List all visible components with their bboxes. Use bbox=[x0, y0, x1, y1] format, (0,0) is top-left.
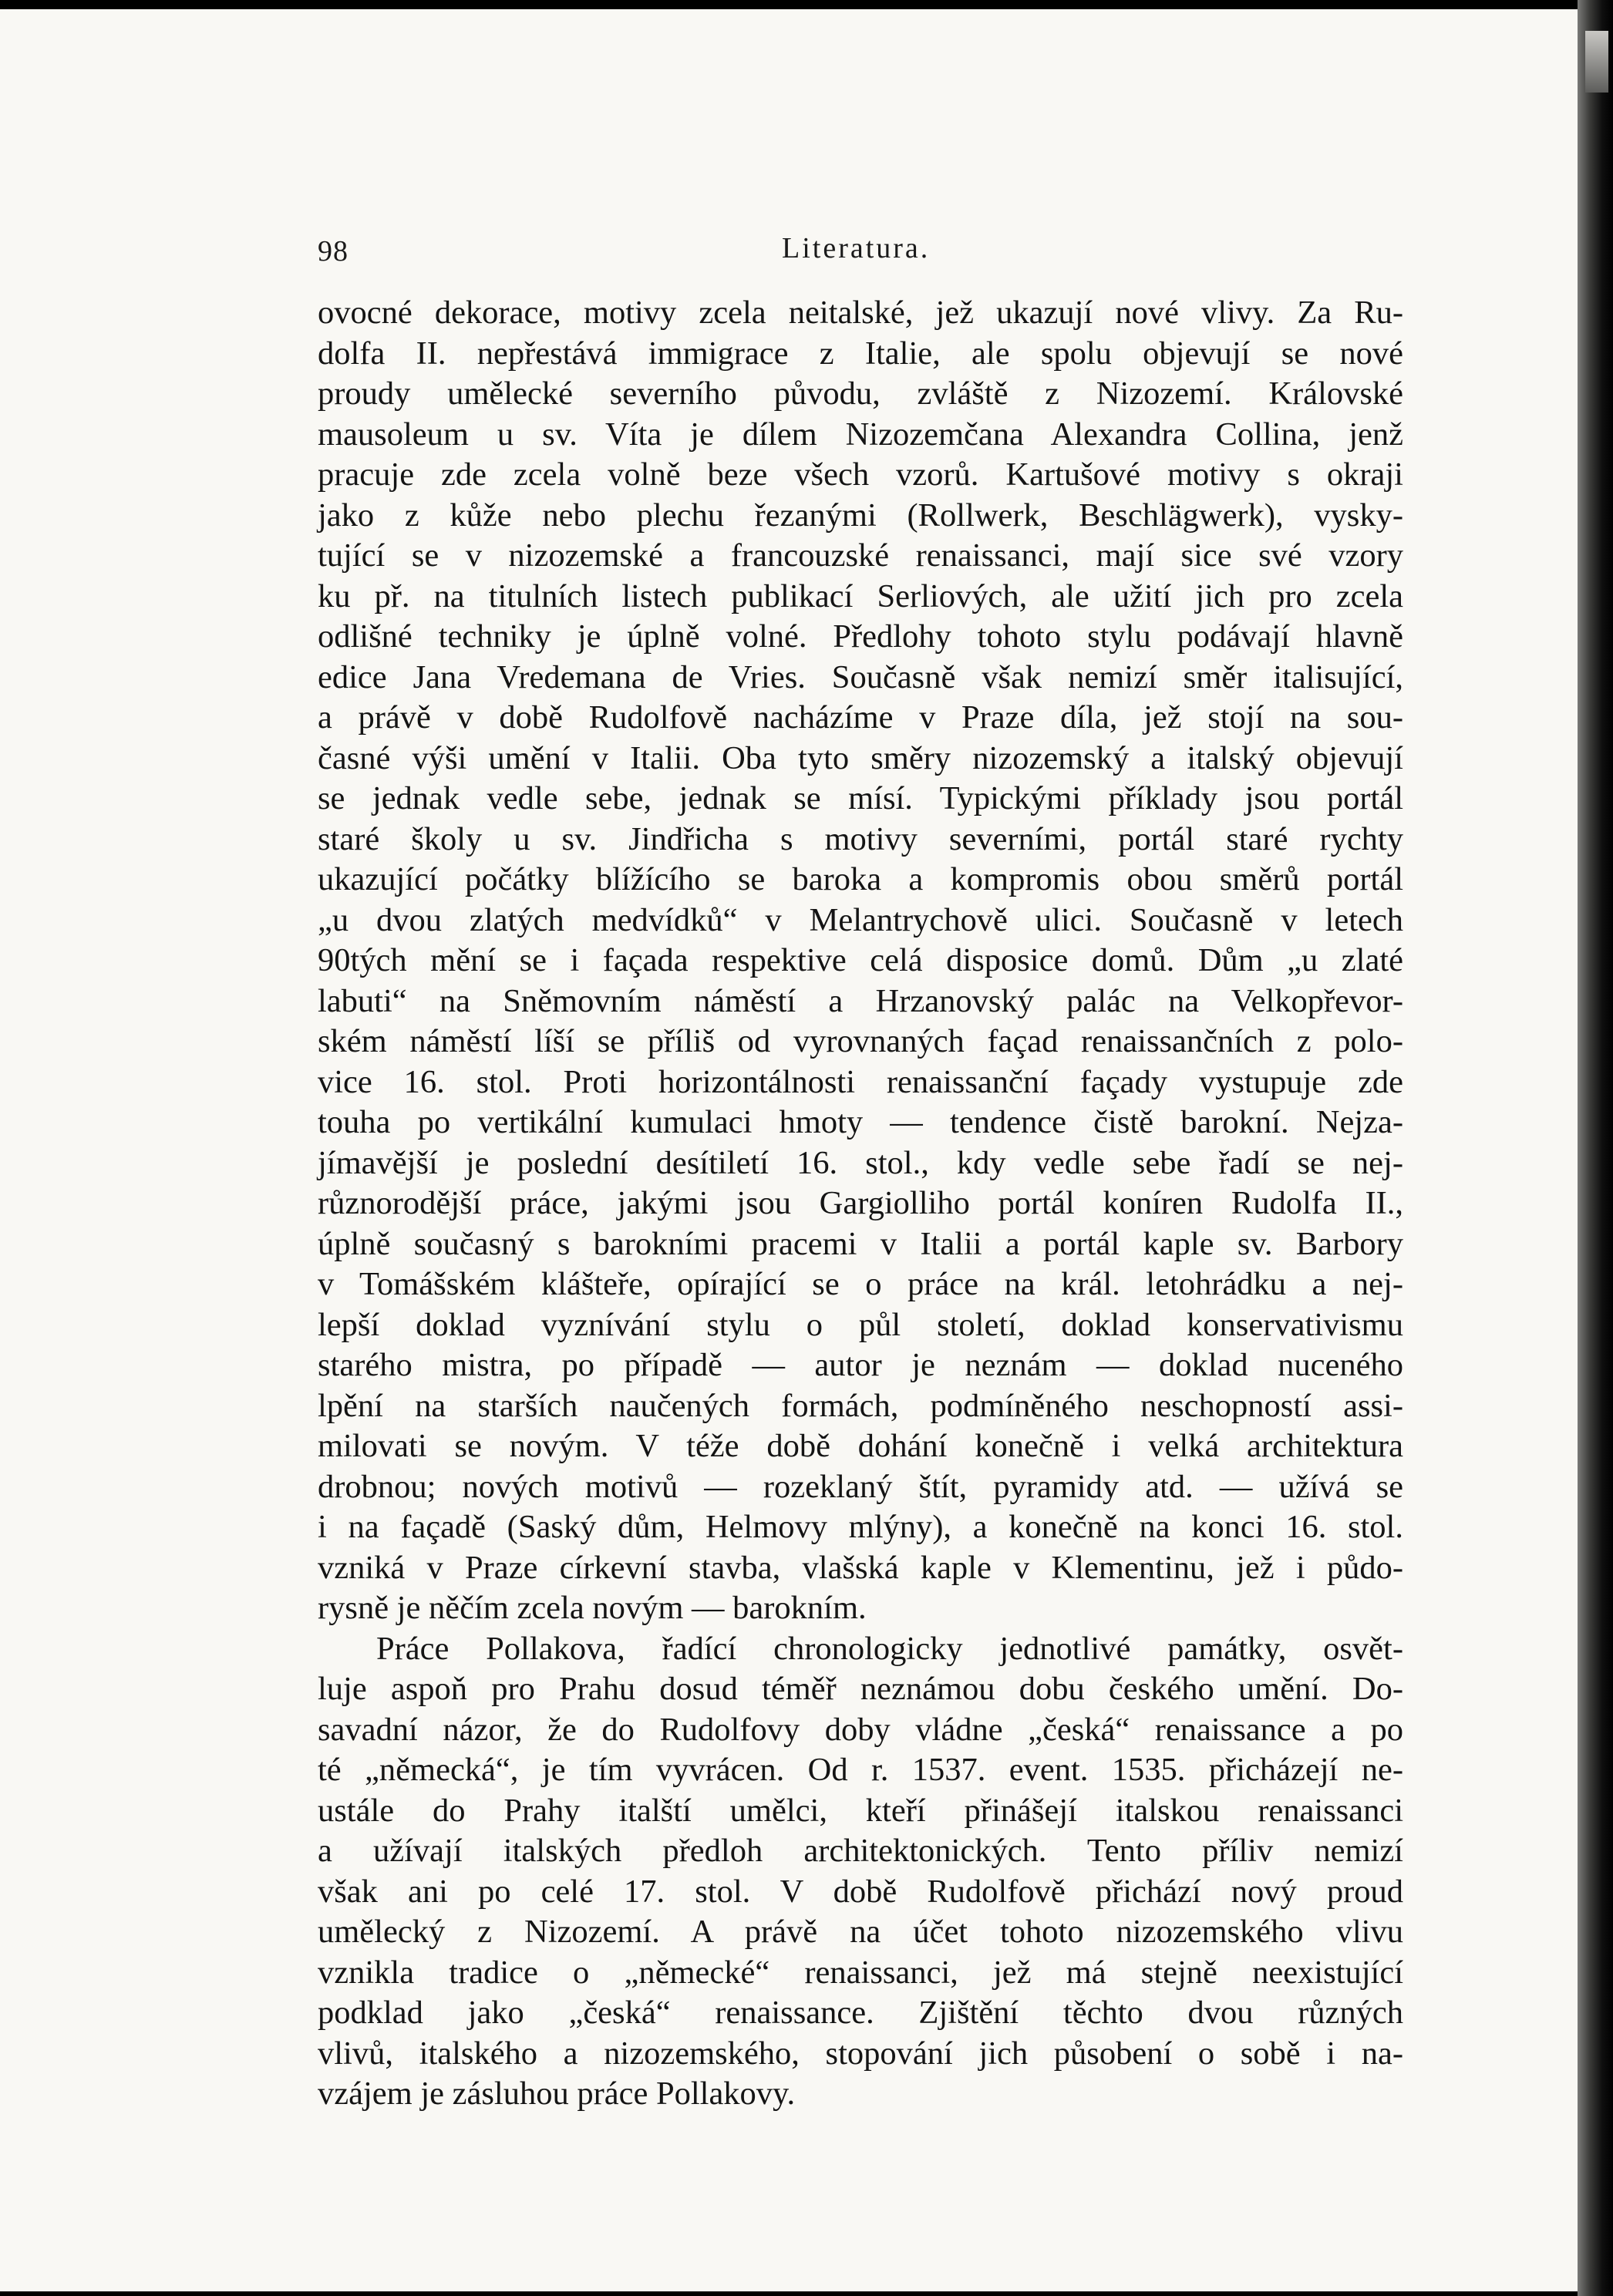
text-line: vzniká v Praze církevní stavba, vlašská kaple v Klementinu, jež i půdo- bbox=[318, 1549, 1403, 1586]
text-line: ku př. na titulních listech publikací Serliových, ale užití jich pro zcela bbox=[318, 577, 1403, 614]
text-line: Práce Pollakova, řadící chronologicky jednotlivé památky, osvět- bbox=[376, 1630, 1403, 1667]
text-line: vznikla tradice o „německé“ renaissanci, jež má stejně neexistující bbox=[318, 1954, 1403, 1991]
text-line: odlišné techniky je úplně volné. Předlohy tohoto stylu podávají hlavně bbox=[318, 618, 1403, 655]
text-line: i na façadě (Saský dům, Helmovy mlýny), a konečně na konci 16. stol. bbox=[318, 1509, 1403, 1545]
text-line: savadní názor, že do Rudolfovy doby vládne „česká“ renaissance a po bbox=[318, 1711, 1403, 1748]
text-line: lepší doklad vyznívání stylu o půl století, doklad konservativismu bbox=[318, 1306, 1403, 1343]
running-title: Literatura. bbox=[782, 232, 931, 264]
text-line: té „německá“, je tím vyvrácen. Od r. 1537. event. 1535. přicházejí ne- bbox=[318, 1752, 1403, 1788]
text-line: starého mistra, po případě — autor je neznám — doklad nuceného bbox=[318, 1347, 1403, 1383]
text-line: drobnou; nových motivů — rozeklaný štít, pyramidy atd. — užívá se bbox=[318, 1468, 1403, 1505]
text-line: lpění na starších naučených formách, podmíněného neschopností assi- bbox=[318, 1387, 1403, 1424]
text-line: úplně současný s barokními pracemi v Italii a portál kaple sv. Barbory bbox=[318, 1225, 1403, 1262]
text-line: vzájem je zásluhou práce Pollakovy. bbox=[318, 2075, 796, 2112]
text-line: různorodější práce, jakými jsou Gargiolliho portál koníren Rudolfa II., bbox=[318, 1185, 1403, 1221]
text-line: labuti“ na Sněmovním náměstí a Hrzanovský palác na Velkopřevor- bbox=[318, 982, 1403, 1019]
text-line: milovati se novým. V téže době dohání konečně i velká architektura bbox=[318, 1428, 1403, 1464]
text-line: se jednak vedle sebe, jednak se mísí. Typickými příklady jsou portál bbox=[318, 780, 1403, 816]
body-text bbox=[318, 293, 1403, 2115]
text-line: časné výši umění v Italii. Oba tyto směry nizozemský a italský objevují bbox=[318, 739, 1403, 776]
text-line: pracuje zde zcela volně beze všech vzorů. Kartušové motivy s okraji bbox=[318, 456, 1403, 493]
text-line: proudy umělecké severního původu, zvláště z Nizozemí. Královské bbox=[318, 375, 1403, 412]
page-number: 98 bbox=[318, 235, 349, 268]
text-line: tující se v nizozemské a francouzské renaissanci, mají sice své vzory bbox=[318, 537, 1403, 574]
text-line: v Tomášském klášteře, opírající se o práce na král. letohrádku a nej- bbox=[318, 1266, 1403, 1302]
text-line: ovocné dekorace, motivy zcela neitalské, jež ukazují nové vlivy. Za Ru- bbox=[318, 295, 1403, 331]
text-line: rysně je něčím zcela novým — barokním. bbox=[318, 1590, 867, 1626]
page-edge-highlight bbox=[1585, 31, 1608, 93]
text-line: a užívají italských předloh architektonických. Tento příliv nemizí bbox=[318, 1833, 1403, 1869]
text-line: ustále do Prahy italští umělci, kteří přinášejí italskou renaissanci bbox=[318, 1792, 1403, 1829]
text-line: mausoleum u sv. Víta je dílem Nizozemčana Alexandra Collina, jenž bbox=[318, 416, 1403, 453]
text-line: edice Jana Vredemana de Vries. Současně však nemizí směr italisující, bbox=[318, 658, 1403, 695]
text-line: „u dvou zlatých medvídků“ v Melantrychově ulici. Současně v letech bbox=[318, 901, 1403, 938]
text-line: jako z kůže nebo plechu řezanými (Rollwerk, Beschlägwerk), vysky- bbox=[318, 497, 1403, 534]
text-line: luje aspoň pro Prahu dosud téměř neznámou dobu českého umění. Do- bbox=[318, 1671, 1403, 1707]
text-line: podklad jako „česká“ renaissance. Zjištění těchto dvou různých bbox=[318, 1995, 1403, 2031]
text-line: však ani po celé 17. stol. V době Rudolfově přichází nový proud bbox=[318, 1873, 1403, 1910]
text-line: ském náměstí líší se příliš od vyrovnaných façad renaissančních z polo- bbox=[318, 1023, 1403, 1059]
text-line: dolfa II. nepřestává immigrace z Italie, ale spolu objevují se nové bbox=[318, 335, 1403, 372]
paragraph bbox=[318, 293, 1403, 1629]
text-line: ukazující počátky blížícího se baroka a kompromis obou směrů portál bbox=[318, 861, 1403, 897]
text-line: 90tých mění se i façada respektive celá disposice domů. Dům „u zlaté bbox=[318, 942, 1403, 978]
text-line: vlivů, italského a nizozemského, stopování jich působení o sobě i na- bbox=[318, 2035, 1403, 2072]
text-line: touha po vertikální kumulaci hmoty — tendence čistě barokní. Nejza- bbox=[318, 1104, 1403, 1140]
text-line: a právě v době Rudolfově nacházíme v Praze díla, jež stojí na sou- bbox=[318, 699, 1403, 736]
text-line: staré školy u sv. Jindřicha s motivy severními, portál staré rychty bbox=[318, 820, 1403, 857]
page-header bbox=[318, 228, 1397, 274]
text-line: umělecký z Nizozemí. A právě na účet tohoto nizozemského vlivu bbox=[318, 1914, 1403, 1950]
text-line: vice 16. stol. Proti horizontálnosti renaissanční façady vystupuje zde bbox=[318, 1063, 1403, 1100]
page-edge-shadow bbox=[1578, 0, 1613, 2296]
paragraph bbox=[318, 1629, 1403, 2115]
text-line: jímavější je poslední desítiletí 16. stol., kdy vedle sebe řadí se nej- bbox=[318, 1144, 1403, 1181]
